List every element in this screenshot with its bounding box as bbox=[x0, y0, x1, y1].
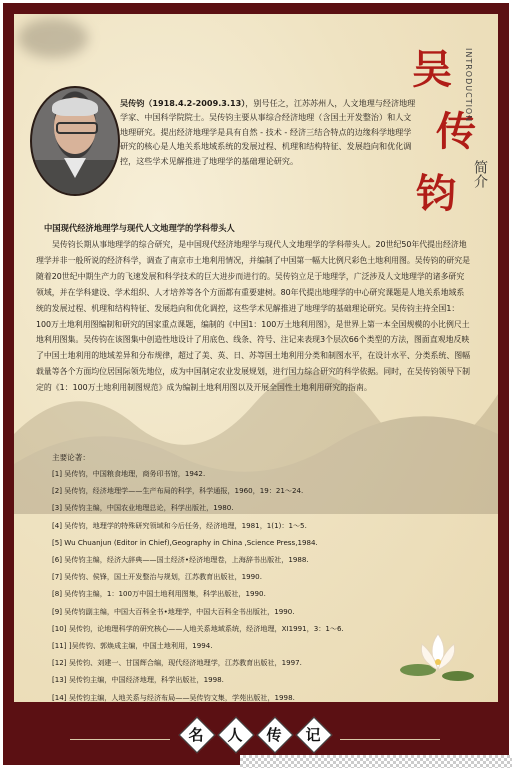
references-list bbox=[52, 465, 452, 723]
lotus-decoration bbox=[398, 620, 478, 684]
reference-item: [7] 吴传钧、侯锋，国土开发整治与规划，江苏教育出版社，1990. bbox=[52, 572, 262, 582]
reference-item: [2] 吴传钧，经济地理学——生产布局的科学，科学通报，1960，19：21～24. bbox=[52, 486, 304, 496]
transparency-checker bbox=[240, 755, 512, 768]
intro-word: INTRODUCTION bbox=[464, 48, 473, 123]
footer-char: 名 bbox=[188, 726, 204, 744]
reference-item: [8] 吴传钧主编，1：100万中国土地利用图集，科学出版社，1990. bbox=[52, 589, 266, 599]
title-char-2: 传 bbox=[436, 108, 476, 155]
reference-item: [3] 吴传钧主编，中国农业地理总论，科学出版社，1980. bbox=[52, 503, 234, 513]
ink-splash bbox=[18, 18, 88, 58]
references-title: 主要论著： bbox=[52, 453, 90, 462]
footer-char: 人 bbox=[227, 726, 243, 744]
reference-item: [11] ]吴传钧、郭焕成主编，中国土地利用，1994. bbox=[52, 641, 213, 651]
reference-item: [6] 吴传钧主编，经济大辞典——国土经济•经济地理卷，上海辞书出版社，1988. bbox=[52, 555, 309, 565]
bio-block bbox=[120, 96, 416, 168]
reference-item: [13] 吴传钧主编，中国经济地理，科学出版社，1998. bbox=[52, 675, 224, 685]
portrait-photo bbox=[30, 86, 120, 196]
reference-item: [10] 吴传钧，论地理科学的研究核心——人地关系地域系统，经济地理，XI1991，3：1～6. bbox=[52, 623, 344, 633]
reference-item: [12] 吴传钧、刘建一、甘国辉合编，现代经济地理学，江苏教育出版社，1997. bbox=[52, 658, 302, 668]
reference-item: [1] 吴传钧，中国粮食地理，商务印书馆，1942. bbox=[52, 469, 206, 478]
footer-char: 传 bbox=[266, 726, 282, 744]
section-title: 中国现代经济地理学与现代人文地理学的学科带头人 bbox=[44, 223, 235, 233]
footer-line-right bbox=[340, 739, 440, 740]
footer-char: 记 bbox=[305, 726, 321, 744]
reference-item: [5] Wu Chuanjun (Editor in Chief),Geography in China ,Science Press,1984. bbox=[52, 537, 318, 547]
reference-item: [4] 吴传钧，地理学的特殊研究领域和今后任务，经济地理，1981，1(1)：1～5. bbox=[52, 520, 307, 530]
title-char-1: 吴 bbox=[412, 46, 452, 93]
footer-line-left bbox=[70, 739, 170, 740]
title-char-3: 钧 bbox=[416, 170, 456, 217]
bio-name-dates: 吴传钧（1918.4.2-2009.3.13） bbox=[120, 98, 246, 108]
intro-cn: 简介 bbox=[472, 160, 488, 188]
reference-item: [9] 吴传钧副主编，中国大百科全书•地理学，中国大百科全书出版社，1990. bbox=[52, 606, 295, 616]
section-paragraph: 吴传钧长期从事地理学的综合研究，是中国现代经济地理学与现代人文地理学的学科带头人。20世纪50年代提出经济地理学并非一般所说的经济科学，调查了南京市土地利用情况，并编制了中国第一幅大比例尺彩色土地利用图。吴传钧的研究是随着20世纪中期生产力的飞速发展和科学技术的巨大进步而进行的。吴传钧立足于地理学，广泛涉及人文地理学的诸多研究领域，并在学科建设、学术组织、人才培养等各个方面都有重要建树。80年代提出地理学的中心研究课题是人地关系地域系统的发展过程、机理和结构特征、发展趋向和优化调控，这些学术见解推进了地理学的基础理论研究。吴传钧主持全国1：100万土地利用图编制和研究的国家重点课题，编制的《中国1：100万土地利用图》，是世界上第一本全国规模的小比例尺土地利用图集。吴传钧在该图集中创造性地设计了用底色、线条、符号、注记来表现3个层次66个类型的方法，图面直观地反映了中国土地利用的地域差异和分布规律，超过了美、英、日、苏等国土地利用分类和制图水平，在设计水平、分类系统、图幅载量等各个方面均位居国际领先地位，成为中国制定农业发展规划，进行国力综合研究的科学依据。同时，在吴传钧领导下制定的《1：100万土地利用制图规范》成为编制土地利用图以及开展全国性土地利用研究的指南。 bbox=[36, 240, 470, 393]
reference-item: [14] 吴传钧主编，人地关系与经济布局——吴传钧文集，学苑出版社，1998. bbox=[52, 692, 295, 702]
bio-text: ，别号任之，江苏苏州人，人文地理与经济地理学家、中国科学院院士。吴传钧主要从事综合经济地理（含国土开发整治）和人文地理研究。提出经济地理学是具有自然 - 技术 - 经济三结合特点的边缘科学地理学研究的核心是人地关系地域系统的发展过程、机理和结构特征、发展趋向和优化调控，这些学术见解推进了地理学的基础理论研究。 bbox=[120, 98, 416, 166]
